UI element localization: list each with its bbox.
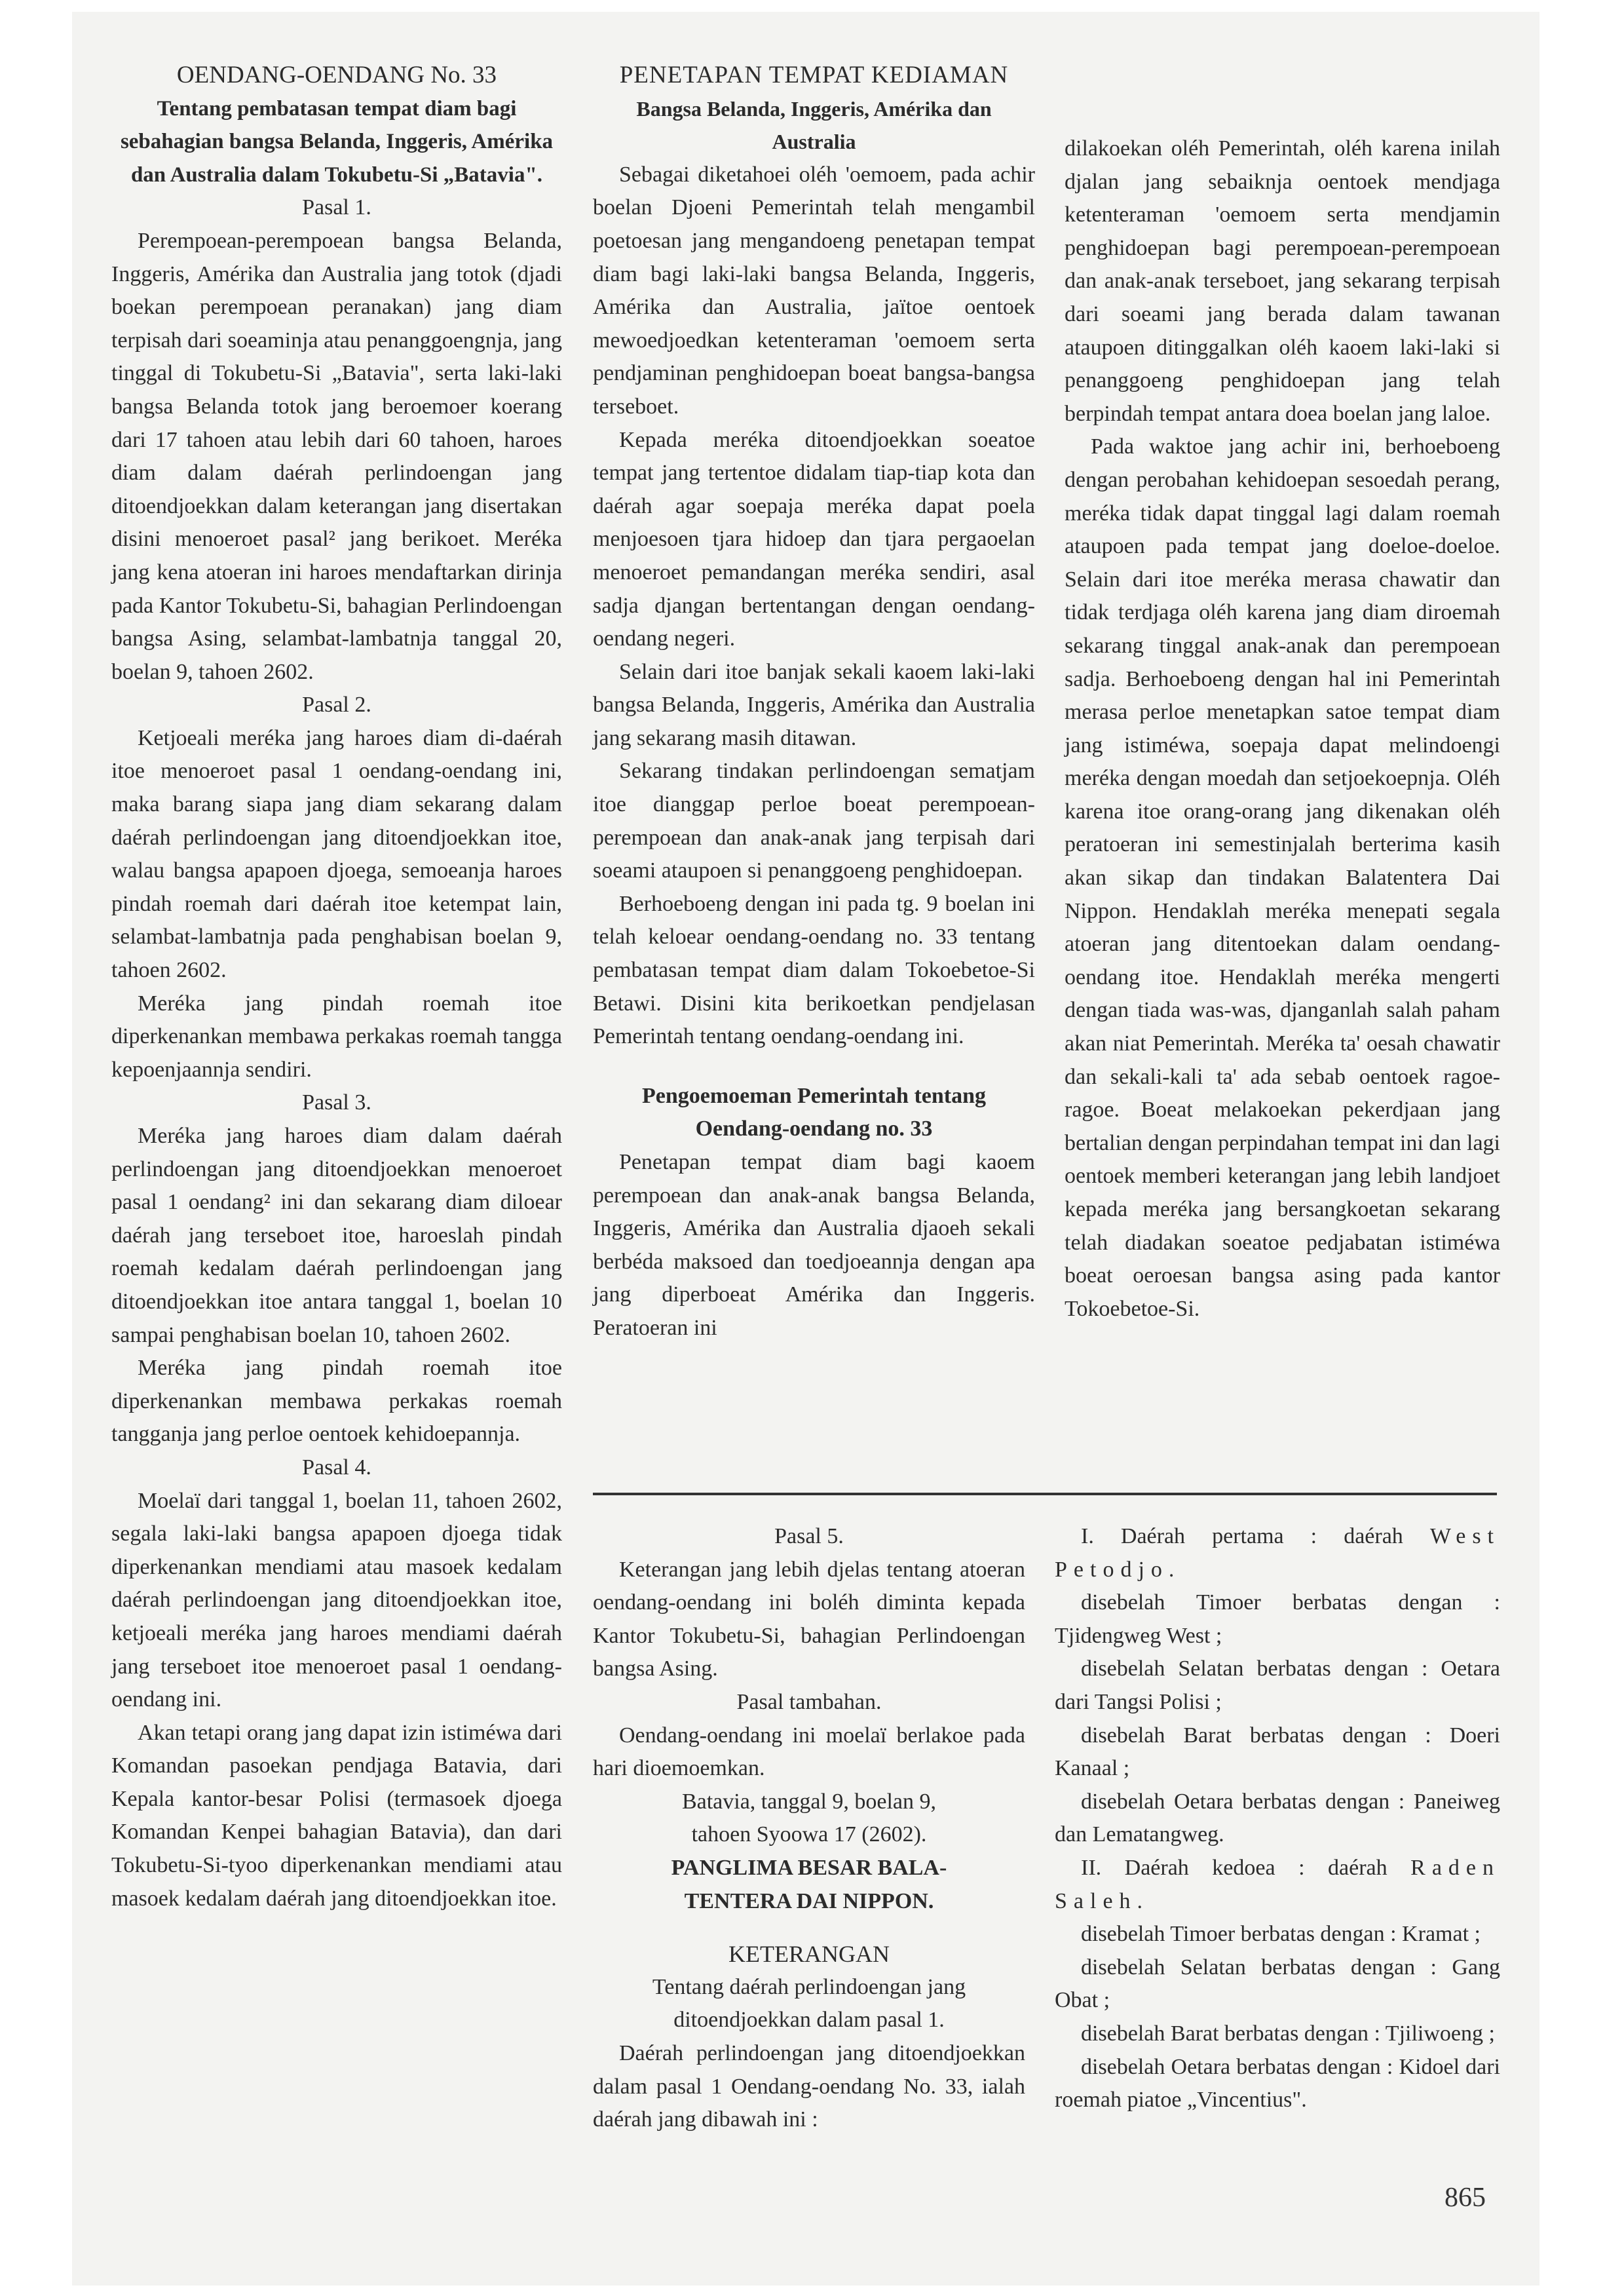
middle-column [593,59,1035,1345]
pasal-4-heading: Pasal 4. [302,1455,371,1480]
area-2-heading [1055,1852,1500,1918]
pasal-2-body-1: Ketjoeali meréka jang haroes diam di-daérah itoe menoeroet pasal 1 oendang-oendang ini, maka barang siapa jang diam sekarang dalam daérah perlindoengan jang ditoendjoekkan itoe, walau bangsa apapoen djoega, semoeanja haroes pindah roemah dari daérah itoe ketempat lain, selambat-lambatnja pada penghabisan boelan 9, tahoen 2602. [111,725,562,983]
area-2-label: II. Daérah kedoea : daérah [1081,1855,1411,1880]
pasal-3-body-1: Meréka jang haroes diam dalam daérah perlindoengan jang ditoendjoekkan menoeroet pasal 1 oendang² ini dan sekarang diam diloear daérah jang terseboet itoe, haroeslah pindah roemah kedalam daérah perlindoengan jang ditoendjoekkan itoe antara tanggal 1, boelan 10 sampai penghabisan boelan 10, tahoen 2602. [111,1124,562,1347]
pasal-1-heading: Pasal 1. [302,195,371,220]
bottom-right-column [1055,1520,1500,2117]
section-divider [593,1493,1497,1495]
area-1-label: I. Daérah pertama : daérah [1081,1524,1430,1548]
article-paragraph-6: Penetapan tempat diam bagi kaoem perempoean dan anak-anak bangsa Belanda, Inggeris, Amérika dan Australia djaoeh sekali berbéda maksoed dan toedjoeannja dengan apa jang diperboeat Amérika dan Inggeris. Peratoeran ini [593,1150,1035,1340]
law-title: OENDANG-OENDANG No. 33 [176,62,497,88]
area-2-north: disebelah Oetara berbatas dengan : Kidoel dari roemah piatoe „Vincentius". [1055,2054,1500,2113]
area-2-south: disebelah Selatan berbatas dengan : Gang Obat ; [1055,1955,1500,2013]
area-2-west: disebelah Barat berbatas dengan : Tjiliwoeng ; [1081,2021,1495,2046]
law-subtitle: Tentang pembatasan tempat diam bagi sebahagian bangsa Belanda, Inggeris, Amérika dan Australia dalam Tokubetu-Si „Batavia". [120,96,554,187]
article-header: PENETAPAN TEMPAT KEDIAMAN [619,62,1009,88]
area-1-name: West Petodjo. [1055,1524,1500,1582]
article-subheader: Bangsa Belanda, Inggeris, Amérika dan Australia [636,96,992,154]
pasal-2-heading: Pasal 2. [302,693,371,718]
announcement-heading-2: Oendang-oendang no. 33 [695,1117,933,1141]
date-line-1: Batavia, tanggal 9, boelan 9, [681,1789,937,1814]
keterangan-body: Daérah perlindoengan jang ditoendjoekkan dalam pasal 1 Oendang-oendang No. 33, ialah daérah jang dibawah ini : [593,2040,1025,2132]
article-paragraph-1: Sebagai diketahoei oléh 'oemoem, pada achir boelan Djoeni Pemerintah telah mengambil poetoesan jang mengandoeng penetapan tempat diam bagi laki-laki bangsa Belanda, Inggeris, Amérika dan Australia, jaïtoe oentoek mewoedjoedkan ketenteraman 'oemoem serta pendjaminan penghidoepan boeat bangsa-bangsa terseboet. [593,162,1035,419]
area-1-east: disebelah Timoer berbatas dengan : Tjidengweg West ; [1055,1590,1500,1648]
area-2-name: Raden Saleh. [1055,1855,1500,1913]
pasal-5-heading: Pasal 5. [774,1524,844,1548]
signature-line-1: PANGLIMA BESAR BALA- [671,1855,947,1880]
article-paragraph-5: Berhoeboeng dengan ini pada tg. 9 boelan ini telah keloear oendang-oendang no. 33 tentang pembatasan tempat diam dalam Tokoebetoe-Si Betawi. Disini kita berikoetkan pendjelasan Pemerintah tentang oendang-oendang ini. [593,891,1035,1049]
page-number: 865 [1445,2183,1486,2213]
pasal-3-body-2: Meréka jang pindah roemah itoe diperkenankan membawa perkakas roemah tangganja jang perloe oentoek kehidoepannja. [111,1356,562,1447]
article-paragraph-4: Sekarang tindakan perlindoengan sematjam itoe dianggap perloe boeat perempoean-perempoean dan anak-anak jang terpisah dari soeami ataupoen si penanggoeng penghidoepan. [593,759,1035,883]
left-column [111,59,562,1915]
area-1-south: disebelah Selatan berbatas dengan : Oetara dari Tangsi Polisi ; [1055,1656,1500,1714]
date-line-2: tahoen Syoowa 17 (2602). [691,1822,927,1847]
pasal-2-body-2: Meréka jang pindah roemah itoe diperkenankan membawa perkakas roemah tangga kepoenjaannja sendiri. [111,991,562,1082]
area-1-west: disebelah Barat berbatas dengan : Doeri Kanaal ; [1055,1723,1500,1781]
bottom-middle-column [593,1520,1025,2137]
area-1-heading [1055,1520,1500,1586]
article-paragraph-3: Selain dari itoe banjak sekali kaoem laki-laki bangsa Belanda, Inggeris, Amérika dan Australia jang sekarang masih ditawan. [593,659,1035,750]
pasal-4-body-1: Moelaï dari tanggal 1, boelan 11, tahoen 2602, segala laki-laki bangsa apapoen djoega tidak diperkenankan mendiami atau masoek kedalam daérah perlindoengan jang ditoendjoekkan itoe, ketjoeali meréka jang haroes mendiami daérah jang terseboet itoe menoeroet pasal 1 oendang-oendang ini. [111,1488,562,1712]
pasal-tambahan-body: Oendang-oendang ini moelaï berlakoe pada hari dioemoemkan. [593,1723,1025,1781]
keterangan-subheading-2: ditoendjoekkan dalam pasal 1. [673,2008,945,2033]
signature-line-2: TENTERA DAI NIPPON. [684,1888,934,1913]
pasal-tambahan-heading: Pasal tambahan. [736,1689,882,1714]
keterangan-subheading-1: Tentang daérah perlindoengan jang [652,1974,966,1999]
keterangan-heading: KETERANGAN [728,1941,890,1968]
announcement-heading-1: Pengoemoeman Pemerintah tentang [641,1083,986,1108]
article-paragraph-2: Kepada meréka ditoendjoekkan soeatoe tempat jang tertentoe didalam tiap-tiap kota dan daérah agar soepaja meréka dapat poela menjoesoen tjara hidoep dan tjara pergaoelan menoeroet pemandangan meréka sendiri, asal sadja djangan bertentangan dengan oendang-oendang negeri. [593,427,1035,651]
pasal-1-body: Perempoean-perempoean bangsa Belanda, Inggeris, Amérika dan Australia jang totok (djadi boekan perempoean peranakan) jang diam terpisah dari soeaminja atau penanggoengnja, jang tinggal di Tokubetu-Si „Batavia", serta laki-laki bangsa Belanda totok jang beroemoer koerang dari 17 tahoen atau lebih dari 60 tahoen, haroes diam dalam daérah perlindoengan jang ditoendjoekkan dalam keterangan jang disertakan disini menoeroet pasal² jang berikoet. Meréka jang kena atoeran ini haroes mendaftarkan dirinja pada Kantor Tokubetu-Si, bahagian Perlindoengan bangsa Asing, selambat-lambatnja tanggal 20, boelan 9, tahoen 2602. [111,228,562,684]
area-2-east: disebelah Timoer berbatas dengan : Kramat ; [1081,1922,1481,1947]
pasal-3-heading: Pasal 3. [302,1090,371,1115]
pasal-5-body: Keterangan jang lebih djelas tentang atoeran oendang-oendang ini boléh diminta kepada Kantor Tokubetu-Si, bahagian Perlindoengan bangsa Asing. [593,1557,1025,1681]
pasal-4-body-2: Akan tetapi orang jang dapat izin istiméwa dari Komandan pasoekan pendjaga Batavia, dari Kepala kantor-besar Polisi (termasoek djoega Komandan Kenpei bahagian Batavia), dan dari Tokubetu-Si-tyoo diperkenankan mendiami atau masoek kedalam daérah jang ditoendjoekkan itoe. [111,1720,562,1911]
right-paragraph-1: dilakoekan oléh Pemerintah, oléh karena inilah djalan jang sebaiknja oentoek mendjaga ketenteraman 'oemoem serta mendjamin penghidoepan bagi perempoean-perempoean dan anak-anak terseboet, jang sekarang terpisah dari soeami jang berada dalam tawanan ataupoen ditinggalkan oléh kaoem laki-laki si penanggoeng penghidoepan jang telah berpindah tempat antara doea boelan jang laloe. [1065,136,1500,426]
right-column [1065,132,1500,1326]
right-paragraph-2: Pada waktoe jang achir ini, berhoeboeng dengan perobahan kehidoepan sesoedah perang, meréka tidak dapat tinggal lagi dalam roemah ataupoen pada tempat jang doeloe-doeloe. Selain dari itoe meréka merasa chawatir dan tidak terdjaga oléh karena jang diam diroemah sekarang tinggal anak-anak dan perempoean sadja. Berhoeboeng dengan hal ini Pemerintah merasa perloe menetapkan satoe tempat diam jang istiméwa, soepaja dapat melindoengi meréka dengan moedah dan setjoekoepnja. Oléh karena itoe orang-orang jang dikenakan oléh peratoeran ini semestinjalah berterima kasih akan sikap dan tindakan Balatentera Dai Nippon. Hendaklah meréka menepati segala atoeran jang ditentoekan dalam oendang-oendang itoe. Hendaklah meréka mengerti dengan tiada was-was, djanganlah salah paham akan niat Pemerintah. Meréka ta' oesah chawatir dan sekali-kali ta' ada sebab oentoek ragoe-ragoe. Boeat melakoekan pekerdjaan jang bertalian dengan perpindahan tempat ini dan lagi oentoek memberi keterangan jang lebih landjoet kepada meréka jang bersangkoetan sekarang telah diadakan soeatoe pedjabatan istiméwa boeat oeroesan bangsa asing pada kantor Tokoebetoe-Si. [1065,434,1500,1321]
area-1-north: disebelah Oetara berbatas dengan : Paneiweg dan Lematangweg. [1055,1789,1500,1847]
